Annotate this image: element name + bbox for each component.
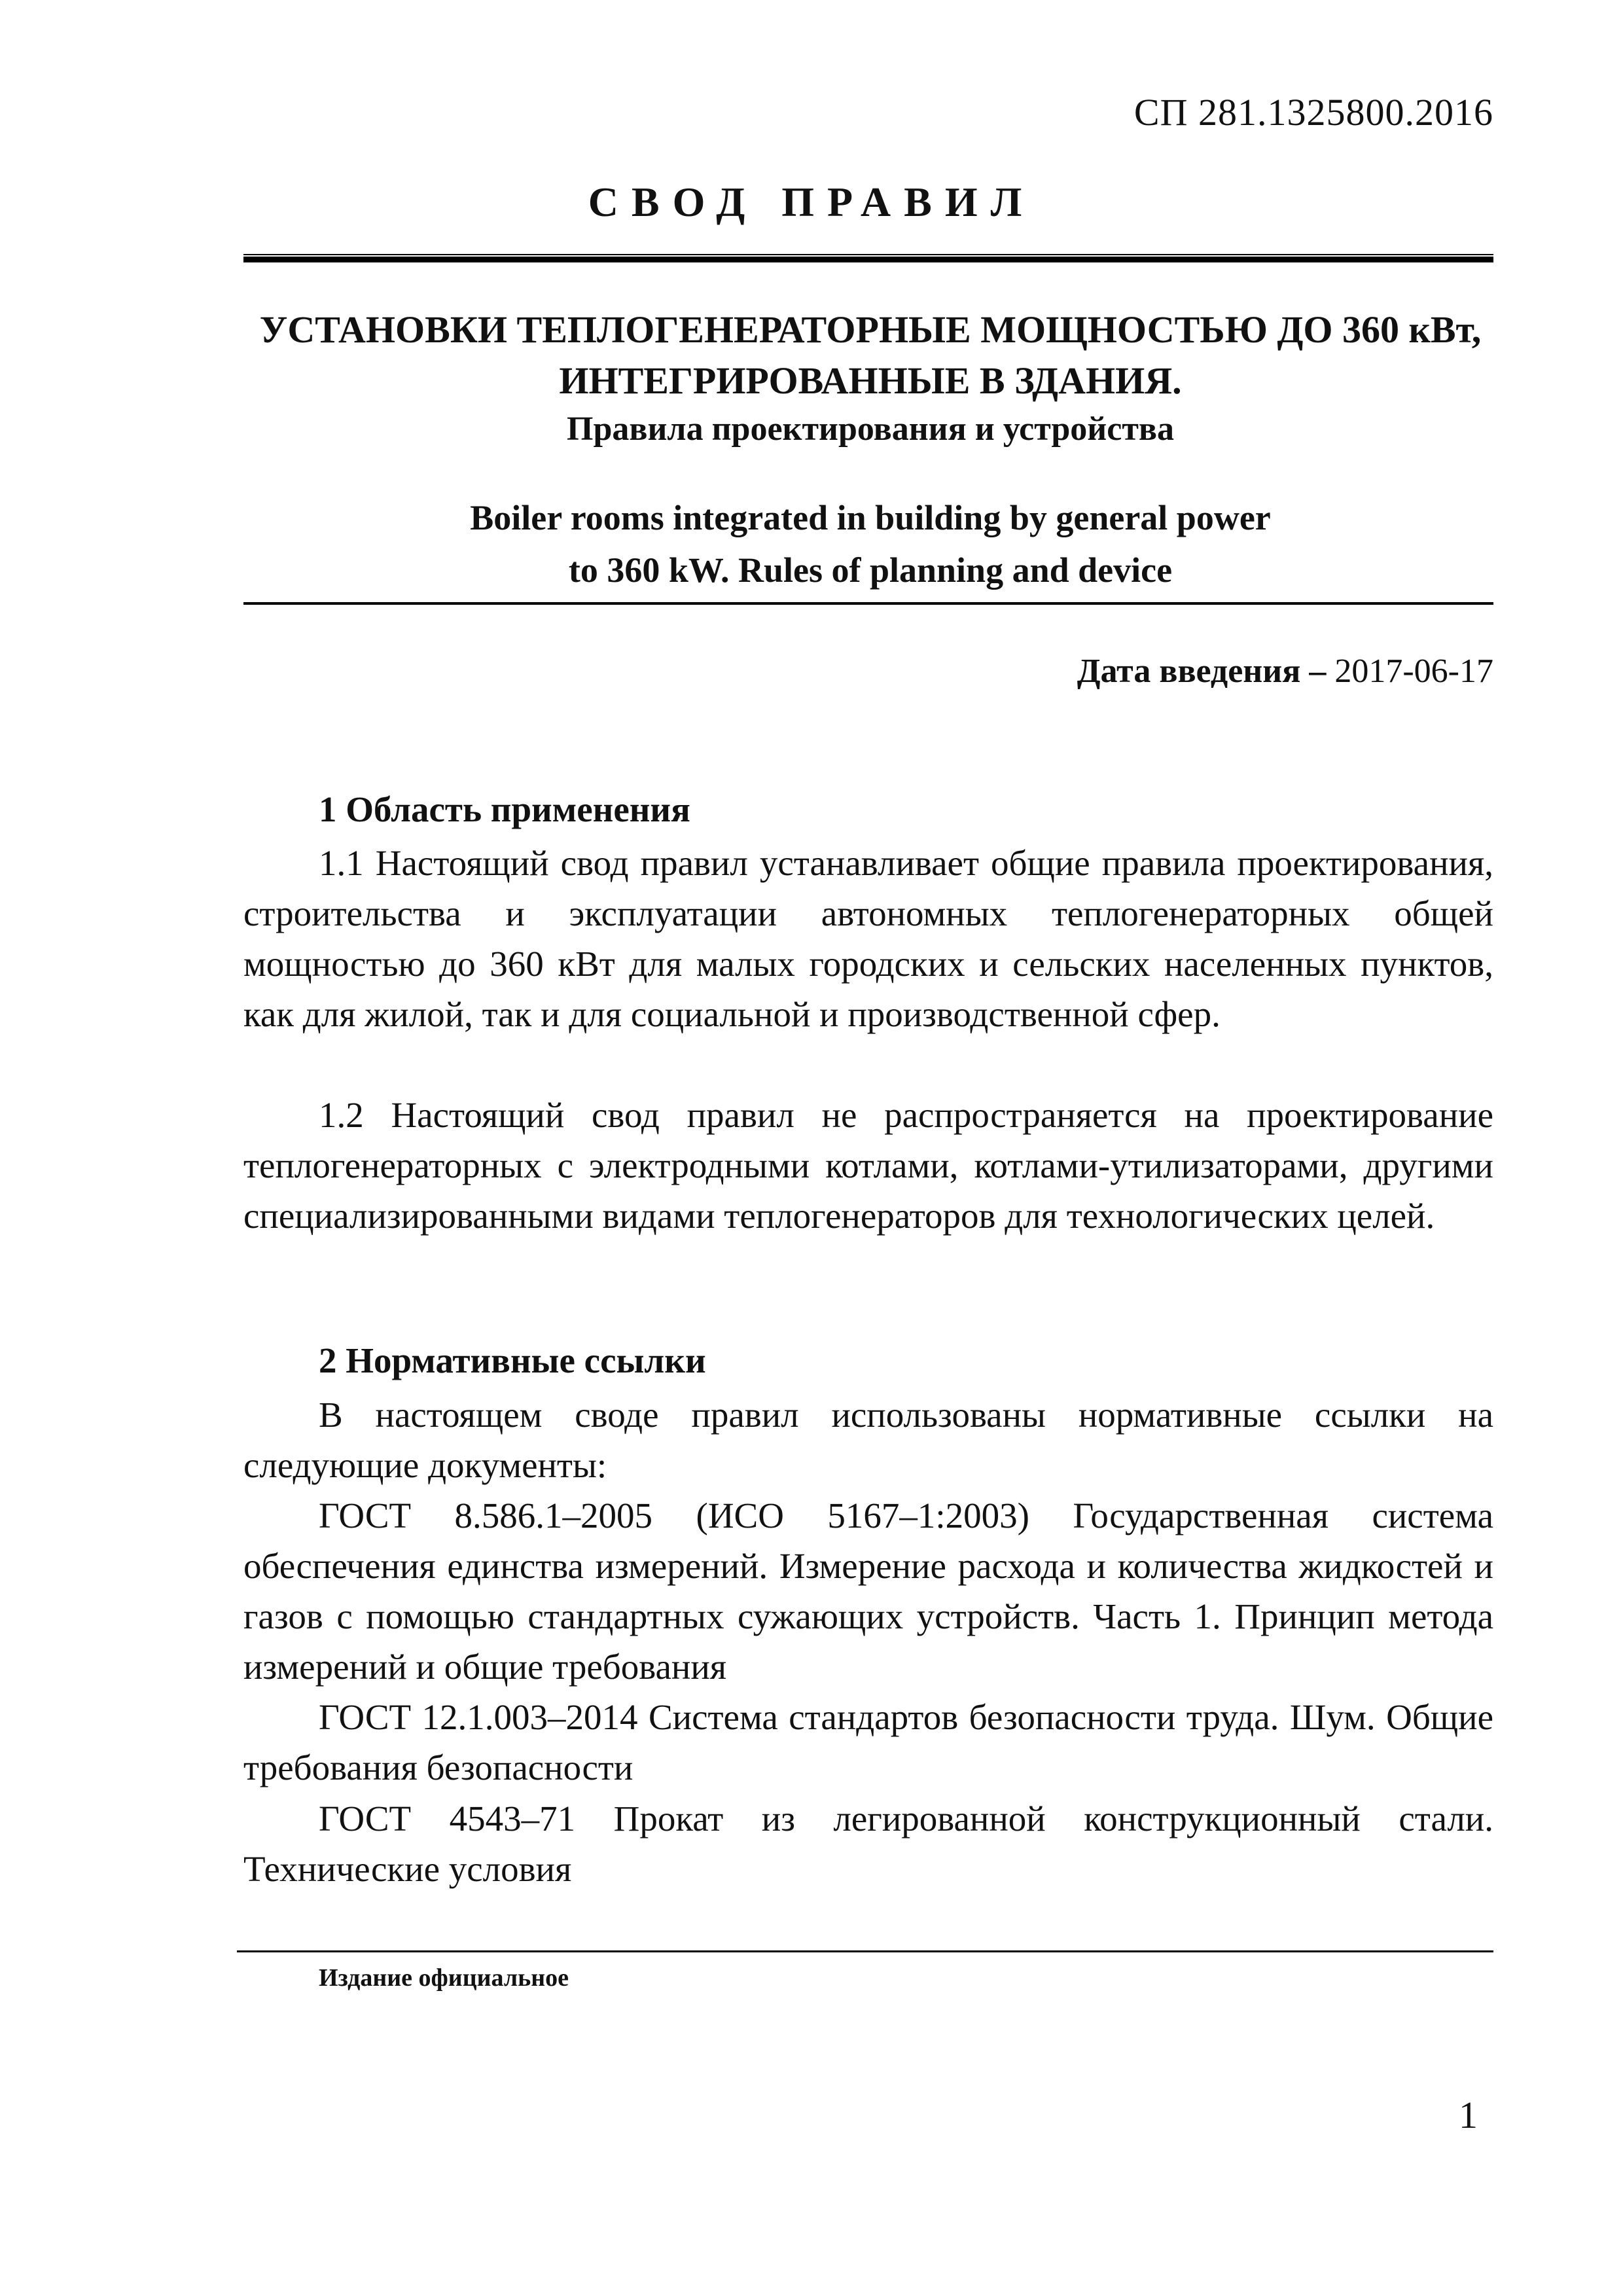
intro-date-label: Дата введения – bbox=[1077, 653, 1327, 690]
title-en-line-2: to 360 kW. Rules of planning and device bbox=[568, 550, 1173, 590]
reference-text: ГОСТ 12.1.003–2014 Система стандартов безопасности труда. Шум. Общие требования безопасности bbox=[243, 1697, 1493, 1787]
title-rule bbox=[243, 602, 1493, 605]
paragraph-text: В настоящем своде правил использованы нормативные ссылки на следующие документы: bbox=[243, 1395, 1493, 1485]
header-rule-thick bbox=[243, 257, 1493, 262]
section-1-heading: 1 Область применения bbox=[319, 789, 690, 829]
reference-item bbox=[243, 1692, 1493, 1793]
document-type-heading: СВОД ПРАВИЛ bbox=[588, 179, 1035, 225]
title-en-line-1: Boiler rooms integrated in building by general power bbox=[470, 498, 1271, 537]
title-ru-line-2: ИНТЕГРИРОВАННЫЕ В ЗДАНИЯ. bbox=[559, 359, 1182, 402]
section-2-heading: 2 Нормативные ссылки bbox=[319, 1340, 706, 1380]
intro-date bbox=[1077, 652, 1493, 691]
footer-rule bbox=[237, 1950, 1493, 1952]
document-number: СП 281.1325800.2016 bbox=[1133, 91, 1493, 134]
title-ru-subtitle: Правила проектирования и устройства bbox=[567, 410, 1174, 448]
section-1-paragraph-1 bbox=[243, 838, 1493, 1039]
intro-date-value: 2017-06-17 bbox=[1334, 653, 1493, 690]
paragraph-text: 1.2 Настоящий свод правил не распространяется на проектирование теплогенераторных с электродными котлами, котлами-утилизаторами, другими специализированными видами теплогенераторов для технологических целей. bbox=[243, 1095, 1493, 1236]
paragraph-text: 1.1 Настоящий свод правил устанавливает общие правила проектирования, строительства и эксплуатации автономных теплогенераторных общей мощностью до 360 кВт для малых городских и сельских населенных пунктов, как для жилой, так и для социальной и производственной сфер. bbox=[243, 843, 1493, 1034]
header-rule-thin bbox=[243, 254, 1493, 255]
section-2-intro bbox=[243, 1390, 1493, 1490]
reference-item bbox=[243, 1793, 1493, 1894]
reference-item bbox=[243, 1490, 1493, 1692]
reference-text: ГОСТ 4543–71 Прокат из легированной конструкционный стали. Технические условия bbox=[243, 1799, 1493, 1889]
page-number: 1 bbox=[1459, 2094, 1478, 2136]
reference-text: ГОСТ 8.586.1–2005 (ИСО 5167–1:2003) Государственная система обеспечения единства измерений. Измерение расхода и количества жидкостей и газов с помощью стандартных сужающих устройств. Часть 1. Принцип метода измерений и общие требования bbox=[243, 1496, 1493, 1687]
section-1-paragraph-2 bbox=[243, 1090, 1493, 1241]
title-ru-line-1: УСТАНОВКИ ТЕПЛОГЕНЕРАТОРНЫЕ МОЩНОСТЬЮ ДО 360 кВт, bbox=[259, 308, 1482, 351]
official-edition-note: Издание официальное bbox=[319, 1964, 569, 1992]
